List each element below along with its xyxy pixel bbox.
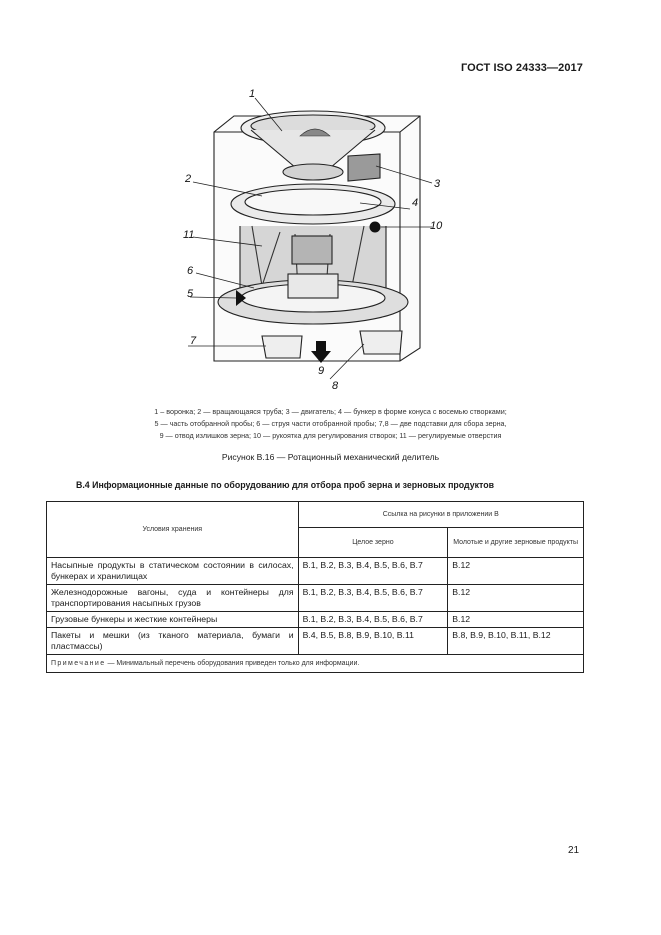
callout-5: 5 xyxy=(187,288,194,300)
header-milled-products: Молотые и другие зерновые продукты xyxy=(448,528,584,558)
cell-milled: B.12 xyxy=(448,558,584,585)
cell-whole-grain: B.1, B.2, B.3, B.4, B.5, B.6, B.7 xyxy=(298,558,448,585)
header-storage-conditions: Условия хранения xyxy=(47,502,299,558)
callout-2: 2 xyxy=(185,173,192,185)
document-standard-header: ГОСТ ISO 24333—2017 xyxy=(460,62,583,74)
note-label: Примечание xyxy=(51,660,106,667)
rotary-divider-figure xyxy=(170,86,470,391)
table-row xyxy=(47,585,584,612)
callout-6: 6 xyxy=(187,265,194,277)
cell-condition: Насыпные продукты в статическом состоянии в силосах, бункерах и хранилищах xyxy=(47,558,299,585)
figure-caption: Рисунок В.16 — Ротационный механический делитель xyxy=(221,452,440,462)
cell-condition: Пакеты и мешки (из тканого материала, бумаги и пластмассы) xyxy=(47,628,299,655)
cell-whole-grain: B.1, B.2, B.3, B.4, B.5, B.6, B.7 xyxy=(298,585,448,612)
header-figure-reference: Ссылка на рисунки в приложении В xyxy=(298,502,583,528)
figure-callouts xyxy=(170,86,470,391)
table-row xyxy=(47,612,584,628)
callout-9: 9 xyxy=(318,365,325,377)
table-row xyxy=(47,558,584,585)
callout-3: 3 xyxy=(434,178,441,190)
equipment-table xyxy=(46,501,584,673)
note-text: — Минимальный перечень оборудования приведен только для информации. xyxy=(105,660,360,667)
page-number: 21 xyxy=(568,845,580,856)
callout-8: 8 xyxy=(332,380,339,391)
callout-10: 10 xyxy=(430,220,443,232)
legend-line: 5 — часть отобранной пробы; 6 — струя части отобранной пробы; 7,8 — две подставки для сбора зерна, xyxy=(154,419,507,428)
figure-legend xyxy=(60,406,601,442)
header-whole-grain: Целое зерно xyxy=(298,528,448,558)
cell-milled: B.12 xyxy=(448,585,584,612)
callout-11: 11 xyxy=(183,229,195,241)
table-note xyxy=(47,655,584,673)
cell-milled: B.12 xyxy=(448,612,584,628)
cell-milled: B.8, B.9, B.10, B.11, B.12 xyxy=(448,628,584,655)
cell-whole-grain: B.1, B.2, B.3, B.4, B.5, B.6, B.7 xyxy=(298,612,448,628)
cell-whole-grain: B.4, B.5, B.8, B.9, B.10, B.11 xyxy=(298,628,448,655)
callout-7: 7 xyxy=(190,335,197,347)
section-title: В.4 Информационные данные по оборудованию для отбора проб зерна и зерновых продуктов xyxy=(76,480,495,490)
cell-condition: Железнодорожные вагоны, суда и контейнеры для транспортирования насыпных грузов xyxy=(47,585,299,612)
legend-line: 9 — отвод излишков зерна; 10 — рукоятка для регулирования створок; 11 — регулируемые отверстия xyxy=(159,431,502,440)
legend-line: 1 – воронка; 2 — вращающаяся труба; 3 — двигатель; 4 — бункер в форме конуса с восемью створками; xyxy=(154,407,507,416)
callout-4: 4 xyxy=(412,197,419,209)
callout-1: 1 xyxy=(249,88,256,100)
cell-condition: Грузовые бункеры и жесткие контейнеры xyxy=(47,612,299,628)
table-row xyxy=(47,628,584,655)
